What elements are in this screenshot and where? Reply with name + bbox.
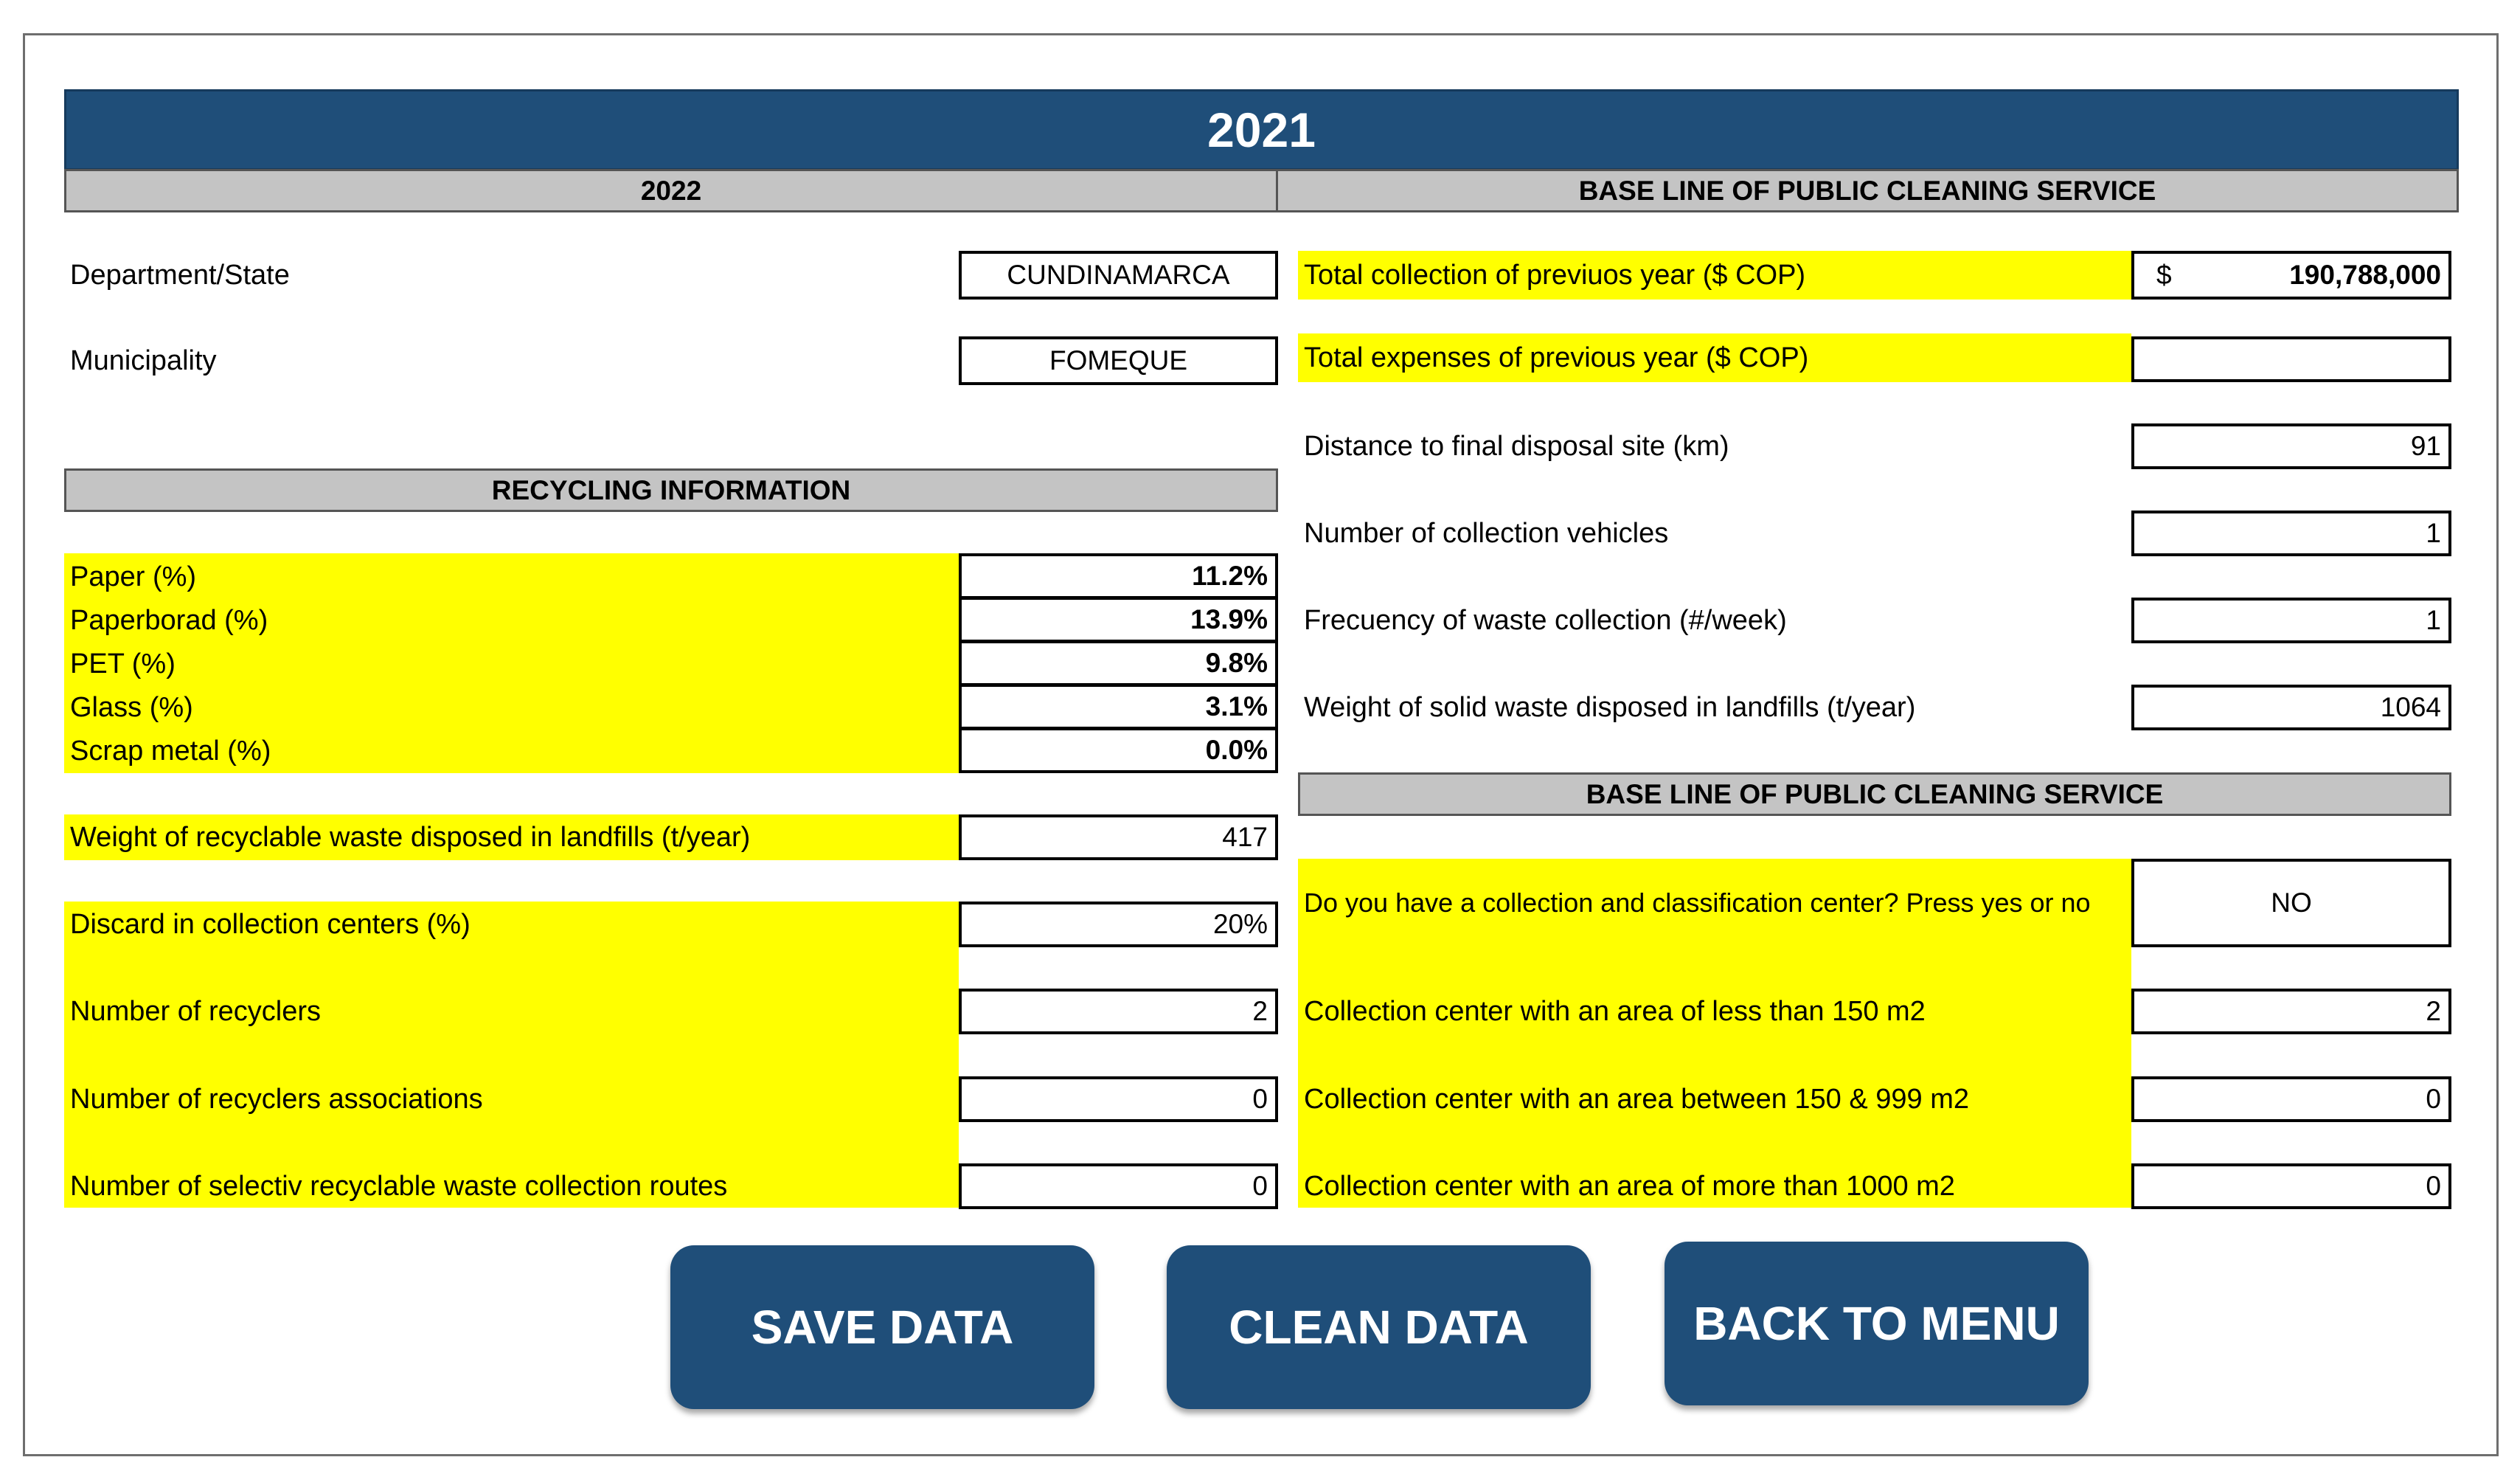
total-expenses-field[interactable] [2131, 336, 2451, 382]
large-center-field[interactable]: 0 [2131, 1163, 2451, 1209]
small-center-field[interactable]: 2 [2131, 989, 2451, 1034]
total-collection-value: 190,788,000 [2289, 260, 2441, 290]
medium-center-field[interactable]: 0 [2131, 1076, 2451, 1122]
landfill-weight-label: Weight of solid waste disposed in landfills (t/year) [1304, 691, 1916, 723]
scrap-metal-label: Scrap metal (%) [70, 736, 271, 767]
glass-field[interactable]: 3.1% [959, 684, 1278, 730]
vehicles-field[interactable]: 1 [2131, 511, 2451, 556]
routes-label: Number of selectiv recyclable waste collection routes [70, 1170, 728, 1202]
total-collection-label: Total collection of previuos year ($ COP) [1298, 251, 2131, 300]
recyclers-highlight [64, 902, 959, 1208]
clean-data-button[interactable]: CLEAN DATA [1167, 1245, 1591, 1409]
municipality-label: Municipality [70, 345, 217, 376]
vehicles-label: Number of collection vehicles [1304, 517, 1669, 549]
medium-center-label: Collection center with an area between 150 & 999 m2 [1304, 1083, 1969, 1115]
paper-field[interactable]: 11.2% [959, 553, 1278, 599]
municipality-field[interactable]: FOMEQUE [959, 336, 1278, 385]
recyclers-field[interactable]: 2 [959, 989, 1278, 1034]
back-to-menu-button[interactable]: BACK TO MENU [1665, 1242, 2089, 1405]
centers-section-header: BASE LINE OF PUBLIC CLEANING SERVICE [1298, 772, 2451, 816]
discard-field[interactable]: 20% [959, 902, 1278, 947]
pet-field[interactable]: 9.8% [959, 640, 1278, 686]
recycling-section-header: RECYCLING INFORMATION [64, 468, 1278, 512]
page-title: 2021 [64, 89, 2459, 170]
scrap-metal-field[interactable]: 0.0% [959, 727, 1278, 773]
discard-label: Discard in collection centers (%) [70, 908, 471, 940]
left-section-header: 2022 [64, 169, 1278, 212]
total-expenses-label: Total expenses of previous year ($ COP) [1298, 333, 2131, 382]
department-field[interactable]: CUNDINAMARCA [959, 251, 1278, 300]
right-section-header: BASE LINE OF PUBLIC CLEANING SERVICE [1276, 169, 2459, 212]
frequency-field[interactable]: 1 [2131, 598, 2451, 643]
currency-symbol: $ [2156, 260, 2172, 290]
routes-field[interactable]: 0 [959, 1163, 1278, 1209]
department-label: Department/State [70, 259, 290, 291]
center-question-field[interactable]: NO [2131, 859, 2451, 947]
paperboard-label: Paperborad (%) [70, 605, 268, 636]
save-data-button[interactable]: SAVE DATA [670, 1245, 1094, 1409]
landfill-weight-field[interactable]: 1064 [2131, 685, 2451, 730]
paperboard-field[interactable]: 13.9% [959, 597, 1278, 643]
center-question-label: Do you have a collection and classification center? Press yes or no [1304, 887, 2091, 918]
associations-field[interactable]: 0 [959, 1076, 1278, 1122]
glass-label: Glass (%) [70, 692, 193, 723]
recyclable-weight-field[interactable]: 417 [959, 814, 1278, 860]
recyclers-label: Number of recyclers [70, 995, 321, 1027]
distance-field[interactable]: 91 [2131, 423, 2451, 469]
associations-label: Number of recyclers associations [70, 1083, 483, 1115]
pet-label: PET (%) [70, 648, 176, 679]
total-collection-field[interactable] [2131, 251, 2451, 300]
recyclable-weight-label: Weight of recyclable waste disposed in landfills (t/year) [64, 814, 959, 860]
small-center-label: Collection center with an area of less than 150 m2 [1304, 995, 1926, 1027]
distance-label: Distance to final disposal site (km) [1304, 430, 1729, 462]
frequency-label: Frecuency of waste collection (#/week) [1304, 604, 1787, 636]
paper-label: Paper (%) [70, 561, 197, 592]
large-center-label: Collection center with an area of more than 1000 m2 [1304, 1170, 1955, 1202]
